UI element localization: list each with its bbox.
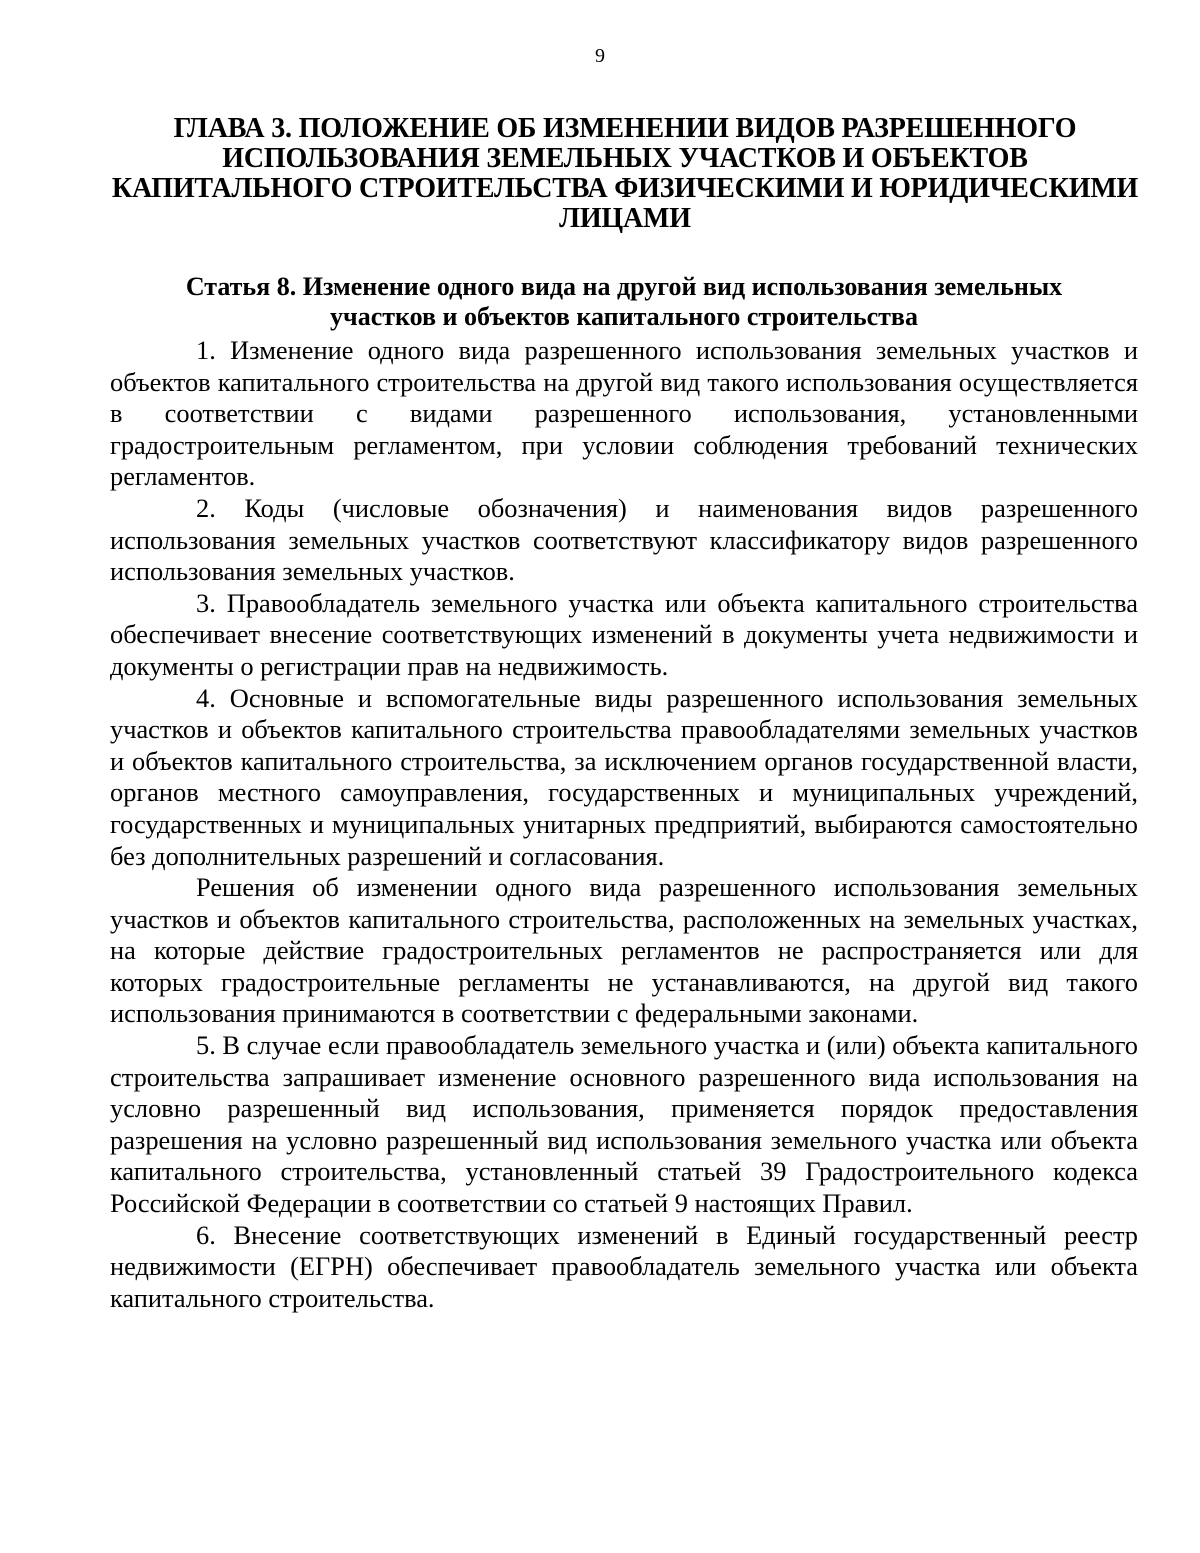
chapter-title-line: ЛИЦАМИ [559, 203, 691, 234]
article-body [110, 335, 1138, 1314]
paragraph-4: 4. Основные и вспомогательные виды разрешенного использования земельных участков и объектов капитального строительства правообладателями земельных участков и объектов капитального строительства, за исключением органов государственной власти, органов местного самоуправления, государственных и муниципальных учреждений, государственных и муниципальных унитарных предприятий, выбираются самостоятельно без дополнительных разрешений и согласования. [110, 682, 1138, 871]
paragraph-5: 5. В случае если правообладатель земельного участка и (или) объекта капитального строительства запрашивает изменение основного разрешенного вида использования на условно разрешенный вид использования, применяется порядок предоставления разрешения на условно разрешенный вид использования земельного участка или объекта капитального строительства, установленный статьей 39 Градостроительного кодекса Российской Федерации в соответствии со статьей 9 настоящих Правил. [110, 1030, 1138, 1219]
paragraph-6: 6. Внесение соответствующих изменений в Единый государственный реестр недвижимости (ЕГРН) обеспечивает правообладатель земельного участка или объекта капитального строительства. [110, 1219, 1138, 1313]
chapter-title-line: ИСПОЛЬЗОВАНИЯ ЗЕМЕЛЬНЫХ УЧАСТКОВ И ОБЪЕКТОВ [222, 143, 1028, 174]
page-number: 9 [595, 45, 605, 67]
paragraph-4-decisions: Решения об изменении одного вида разрешенного использования земельных участков и объектов капитального строительства, расположенных на земельных участках, на которые действие градостроительных регламентов не распространяется или для которых градостроительные регламенты не устанавливаются, на другой вид такого использования принимаются в соответствии с федеральными законами. [110, 872, 1138, 1029]
chapter-title-line: ГЛАВА 3. ПОЛОЖЕНИЕ ОБ ИЗМЕНЕНИИ ВИДОВ РАЗРЕШЕННОГО [173, 113, 1077, 144]
paragraph-3: 3. Правообладатель земельного участка или объекта капитального строительства обеспечивает внесение соответствующих изменений в документы учета недвижимости и документы о регистрации прав на недвижимость. [110, 587, 1138, 681]
paragraph-1: 1. Изменение одного вида разрешенного использования земельных участков и объектов капитального строительства на другой вид такого использования осуществляется в соответствии с видами разрешенного использования, установленными градостроительным регламентом, при условии соблюдения требований технических регламентов. [110, 335, 1138, 492]
article-title [110, 272, 1138, 332]
article-title-line: участков и объектов капитального строительства [330, 302, 918, 331]
paragraph-2: 2. Коды (числовые обозначения) и наименования видов разрешенного использования земельных участков соответствуют классификатору видов разрешенного использования земельных участков. [110, 492, 1138, 587]
chapter-title [100, 114, 1150, 234]
article-title-line: Статья 8. Изменение одного вида на другой вид использования земельных [185, 272, 1063, 301]
chapter-title-line: КАПИТАЛЬНОГО СТРОИТЕЛЬСТВА ФИЗИЧЕСКИМИ И ЮРИДИЧЕСКИМИ [111, 173, 1139, 204]
